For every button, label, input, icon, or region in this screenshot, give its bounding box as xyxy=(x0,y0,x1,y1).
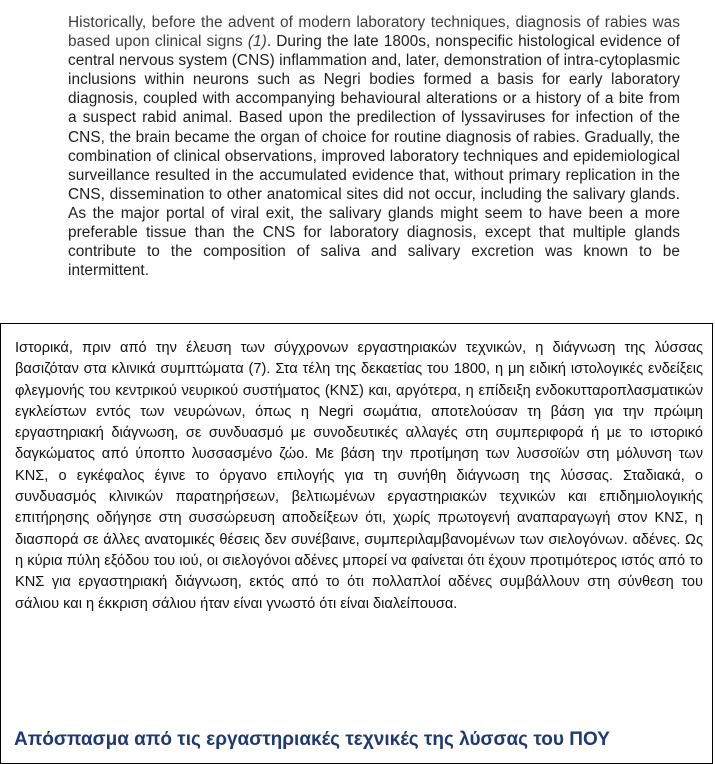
caption-title: Απόσπασμα από τις εργαστηριακές τεχνικές της λύσσας του ΠΟΥ xyxy=(14,729,610,750)
excerpt-citation: (1) xyxy=(247,33,267,51)
source-excerpt-scan xyxy=(0,0,715,322)
greek-translation-box xyxy=(0,323,713,720)
excerpt-text-part-1: Historically, before the advent of modern laboratory techniques, diagnosis of rabies was based upon clinical signs xyxy=(68,14,680,51)
excerpt-text-part-2: . During the late 1800s, nonspecific histological evidence of central nervous system (CNS) inflammation and, later, demonstration of intra-cytoplasmic inclusions within neurons such as Negri bodies formed a basis for early laboratory diagnosis, coupled with accompanying behavioural alterations or a history of a bite from a suspect rabid animal. Based upon the predilection of lyssaviruses for infection of the CNS, the brain became the organ of choice for routine diagnosis of rabies. Gradually, the combination of clinical observations, improved laboratory techniques and epidemiological surveillance resulted in the accumulated evidence that, without primary replication in the CNS, dissemination to other anatomical sites did not occur, including the salivary glands. As the major portal of viral exit, the salivary glands might seem to have been a more preferable tissue than the CNS for laboratory diagnosis, except that multiple glands contribute to the composition of saliva and salivary excretion was known to be intermittent. xyxy=(68,33,680,280)
caption-box xyxy=(0,719,713,764)
english-excerpt-paragraph xyxy=(68,13,680,280)
greek-translation-paragraph: Ιστορικά, πριν από την έλευση των σύγχρονων εργαστηριακών τεχνικών, η διάγνωση της λύσσας βασιζόταν στα κλινικά συμπτώματα (7). Στα τέλη της δεκαετίας του 1800, η μη ειδική ιστολογικές ενδείξεις φλεγμονής του κεντρικού νευρικού συστήματος (ΚΝΣ) και, αργότερα, η επίδειξη ενδοκυτταροπλασματικών εγκλείστων εντός των νευρώνων, όπως η Negri σωμάτια, αποτελούσαν τη βάση για την πρώιμη εργαστηριακή διάγνωση, σε συνδυασμό με συνοδευτικές αλλαγές στη συμπεριφορά ή με το ιστορικό δαγκώματος από ύποπτο λυσσασμένο ζώο. Με βάση την προτίμηση των λυσσοϊών στη μόλυνση των ΚΝΣ, ο εγκέφαλος έγινε το όργανο επιλογής για τη συνήθη διάγνωση της λύσσας. Σταδιακά, ο συνδυασμός κλινικών παρατηρήσεων, βελτιωμένων εργαστηριακών τεχνικών και επιδημιολογικής επιτήρησης οδήγησε στη συσσώρευση αποδείξεων ότι, χωρίς πρωτογενή αναπαραγωγή στον ΚΝΣ, η διασπορά σε άλλες ανατομικές θέσεις δεν συνέβαινε, συμπεριλαμβανομένων των σιελογόνων. αδένες. Ως η κύρια πύλη εξόδου του ιού, οι σιελογόνοι αδένες μπορεί να φαίνεται ότι έχουν προτιμότερος ιστός από το ΚΝΣ για εργαστηριακή διάγνωση, εκτός από το ότι πολλαπλοί αδένες συμβάλλουν στη σύνθεση του σάλιου και η έκκριση σάλιου ήταν είναι γνωστό ότι είναι διαλείπουσα. xyxy=(15,340,703,612)
